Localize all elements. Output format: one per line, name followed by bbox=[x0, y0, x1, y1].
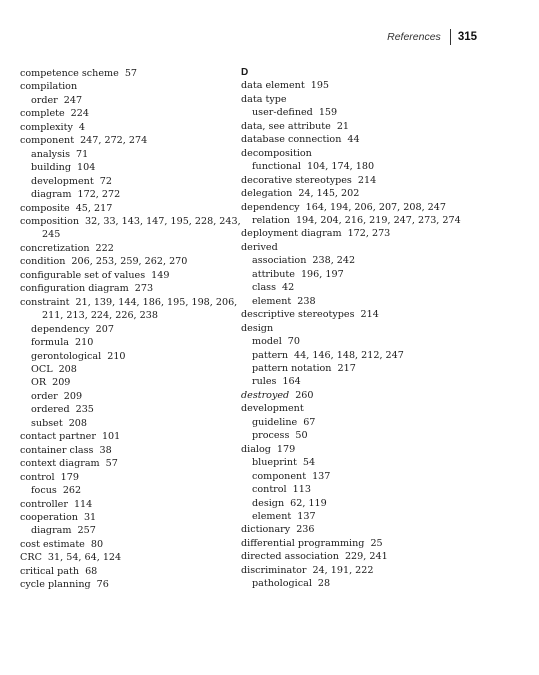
index-term: cost estimate bbox=[20, 538, 85, 550]
index-term: pattern bbox=[252, 349, 289, 361]
index-subentry bbox=[241, 362, 501, 375]
index-term: container class bbox=[20, 444, 94, 456]
index-term: dialog bbox=[241, 443, 271, 455]
index-term: OR bbox=[31, 377, 47, 389]
index-entry bbox=[20, 282, 230, 295]
index-page-refs: 217 bbox=[337, 362, 356, 374]
index-page-refs: 44 bbox=[347, 134, 360, 146]
index-subentry bbox=[20, 484, 230, 497]
index-entry bbox=[20, 121, 230, 134]
index-term: composite bbox=[20, 202, 70, 214]
index-subentry bbox=[20, 175, 230, 188]
index-term: dependency bbox=[31, 323, 90, 335]
index-term: development bbox=[31, 175, 94, 187]
index-term: component bbox=[252, 470, 307, 482]
index-subentry bbox=[241, 281, 501, 294]
index-term: differential programming bbox=[241, 537, 365, 549]
index-entry bbox=[20, 80, 230, 93]
index-page-refs: 137 bbox=[312, 470, 331, 482]
index-term: competence scheme bbox=[20, 68, 119, 79]
index-entry bbox=[20, 578, 230, 591]
index-term: diagram bbox=[31, 189, 72, 201]
index-page-refs: 42 bbox=[282, 282, 295, 294]
index-entry-continuation bbox=[20, 228, 230, 241]
index-column-right bbox=[241, 66, 501, 591]
running-header bbox=[387, 29, 477, 45]
index-page-refs: 45, 217 bbox=[75, 202, 113, 214]
index-entry-continuation bbox=[20, 309, 230, 322]
index-entry bbox=[241, 120, 501, 133]
index-term: derived bbox=[241, 241, 278, 253]
index-subentry bbox=[241, 429, 501, 442]
index-term: functional bbox=[252, 161, 301, 173]
index-entry bbox=[20, 471, 230, 484]
index-entry bbox=[20, 457, 230, 470]
index-term: critical path bbox=[20, 565, 80, 577]
index-page-refs: 206, 253, 259, 262, 270 bbox=[71, 256, 188, 268]
index-page-refs: 247, 272, 274 bbox=[80, 135, 148, 147]
index-page-refs: 67 bbox=[303, 416, 316, 428]
index-subentry bbox=[241, 254, 501, 267]
index-term: dependency bbox=[241, 201, 300, 213]
index-page-refs: 76 bbox=[96, 579, 109, 591]
index-term: controller bbox=[20, 498, 68, 510]
index-entry bbox=[241, 443, 501, 456]
index-term: condition bbox=[20, 256, 66, 268]
index-page-refs: 25 bbox=[370, 537, 383, 549]
index-subentry bbox=[241, 214, 501, 227]
index-page-refs: 214 bbox=[357, 174, 377, 186]
index-subentry bbox=[20, 188, 230, 201]
index-page-refs: 236 bbox=[296, 524, 315, 536]
index-subentry bbox=[20, 161, 230, 174]
index-subentry bbox=[20, 403, 230, 416]
index-page-refs: 214 bbox=[360, 309, 379, 321]
index-page-refs: 262 bbox=[62, 485, 82, 497]
index-entry bbox=[241, 93, 501, 106]
index-subentry bbox=[241, 160, 501, 173]
index-page-refs: 62, 119 bbox=[290, 497, 327, 509]
index-entry bbox=[20, 269, 230, 282]
index-page-refs: 24, 191, 222 bbox=[312, 564, 374, 576]
index-term: discriminator bbox=[241, 564, 307, 576]
index-term: cycle planning bbox=[20, 579, 91, 591]
index-page-refs: 137 bbox=[297, 510, 316, 522]
index-page-refs: 57 bbox=[105, 458, 118, 470]
index-term: order bbox=[31, 94, 58, 106]
index-term: element bbox=[252, 295, 292, 307]
index-term: 211, 213, 224, 226, 238 bbox=[42, 310, 158, 322]
index-subentry bbox=[20, 524, 230, 537]
index-page-refs: 28 bbox=[317, 578, 331, 590]
index-entry bbox=[241, 201, 501, 214]
index-page-refs: 260 bbox=[295, 389, 314, 401]
index-page-refs: 21, 139, 144, 186, 195, 198, 206, bbox=[75, 296, 238, 308]
index-term: control bbox=[252, 484, 287, 496]
index-term: gerontological bbox=[31, 350, 102, 362]
index-term: class bbox=[252, 282, 277, 294]
index-subentry bbox=[241, 295, 501, 308]
index-term: concretization bbox=[20, 242, 90, 254]
index-entry bbox=[241, 322, 501, 335]
index-entry bbox=[20, 296, 238, 309]
index-entry bbox=[241, 147, 501, 160]
index-page-refs: 164 bbox=[282, 376, 301, 388]
index-entry bbox=[20, 565, 230, 578]
index-page-refs: 208 bbox=[58, 363, 77, 375]
index-page-refs: 44, 146, 148, 212, 247 bbox=[294, 349, 404, 361]
index-page-refs: 179 bbox=[276, 443, 296, 455]
index-term: relation bbox=[252, 214, 290, 226]
index-page-refs: 149 bbox=[151, 269, 170, 281]
index-page-refs: 4 bbox=[78, 121, 85, 133]
index-term: guideline bbox=[252, 416, 298, 428]
index-page-refs: 114 bbox=[73, 498, 93, 510]
index-column-left bbox=[20, 67, 241, 592]
index-page-refs: 101 bbox=[101, 431, 121, 443]
index-entry bbox=[20, 202, 230, 215]
index-entry bbox=[20, 107, 230, 120]
index-page-refs: 257 bbox=[77, 525, 96, 537]
index-term: rules bbox=[252, 376, 277, 388]
page-number: 315 bbox=[457, 31, 477, 43]
index-entry bbox=[241, 187, 501, 200]
index-term: design bbox=[241, 322, 274, 334]
index-term: formula bbox=[31, 337, 69, 349]
index-subentry bbox=[241, 375, 501, 388]
index-page-refs: 238, 242 bbox=[312, 255, 356, 267]
index-entry bbox=[241, 174, 501, 187]
index-entry bbox=[20, 134, 230, 147]
index-term: deployment diagram bbox=[241, 228, 342, 240]
index-term: dictionary bbox=[241, 524, 291, 536]
index-page-refs: 247 bbox=[63, 94, 83, 106]
index-page-refs: 71 bbox=[76, 148, 89, 160]
index-page-refs: 179 bbox=[60, 471, 79, 483]
index-term: configuration diagram bbox=[20, 283, 129, 295]
index-term: design bbox=[252, 497, 285, 509]
index-entry bbox=[241, 133, 501, 146]
index-page-refs: 164, 194, 206, 207, 208, 247 bbox=[305, 201, 446, 213]
index-term: ordered bbox=[31, 404, 70, 416]
index-subentry bbox=[241, 510, 501, 523]
index-page-refs: 224 bbox=[70, 108, 89, 120]
index-entry bbox=[241, 537, 501, 550]
index-page-refs: 31, 54, 64, 124 bbox=[47, 552, 122, 564]
index-subentry bbox=[241, 497, 501, 510]
index-page-refs: 210 bbox=[107, 350, 126, 362]
index-term: focus bbox=[31, 485, 57, 497]
index-entry bbox=[241, 389, 501, 402]
index-page-refs: 54 bbox=[302, 457, 316, 469]
index-term: subset bbox=[31, 417, 63, 429]
index-subentry bbox=[241, 268, 501, 281]
index-entry bbox=[241, 241, 501, 254]
index-term: element bbox=[252, 510, 292, 522]
index-term: blueprint bbox=[252, 457, 297, 469]
index-term: component bbox=[20, 135, 75, 147]
index-page-refs: 104, 174, 180 bbox=[306, 161, 375, 173]
index-term: pattern notation bbox=[252, 362, 332, 374]
index-term: 245 bbox=[42, 229, 61, 241]
index-term: attribute bbox=[252, 268, 295, 280]
index-term: complexity bbox=[20, 121, 73, 133]
index-entry bbox=[20, 430, 230, 443]
index-page-refs: 50 bbox=[295, 430, 308, 442]
index-term: analysis bbox=[31, 148, 71, 160]
index-subentry bbox=[20, 417, 230, 430]
index-subentry bbox=[20, 148, 230, 161]
index-entry bbox=[241, 79, 501, 92]
index-entry bbox=[20, 511, 230, 524]
index-term: order bbox=[31, 390, 58, 402]
index-entry bbox=[20, 498, 230, 511]
index-subentry bbox=[241, 416, 501, 429]
header-divider bbox=[450, 29, 451, 45]
index-page-refs: 31 bbox=[83, 511, 97, 523]
index-page-refs: 235 bbox=[75, 404, 94, 416]
index-page-refs: 238 bbox=[297, 295, 316, 307]
index-page-refs: 159 bbox=[318, 107, 338, 119]
index-page-refs: 208 bbox=[68, 417, 88, 429]
index-term: decomposition bbox=[241, 147, 312, 159]
index-entry bbox=[20, 215, 241, 228]
index-page-refs: 273 bbox=[134, 283, 154, 295]
index-page-refs: 195 bbox=[310, 80, 330, 92]
index-page-refs: 113 bbox=[292, 484, 311, 496]
index-subentry bbox=[20, 390, 230, 403]
index-subentry bbox=[20, 323, 230, 336]
index-page-refs: 209 bbox=[63, 390, 83, 402]
index-term: compilation bbox=[20, 81, 78, 93]
index-section-letter: D bbox=[241, 67, 249, 78]
index-term: descriptive stereotypes bbox=[241, 309, 355, 321]
index-page-refs: 209 bbox=[52, 377, 71, 389]
index-page-refs: 196, 197 bbox=[300, 268, 344, 280]
index-subentry bbox=[20, 94, 230, 107]
index-entry bbox=[20, 551, 230, 564]
index-term: directed association bbox=[241, 551, 339, 563]
index-term: constraint bbox=[20, 296, 70, 308]
index-page-refs: 38 bbox=[99, 444, 112, 456]
index-page-refs: 24, 145, 202 bbox=[298, 188, 360, 200]
index-subentry bbox=[241, 456, 501, 469]
index-page-refs: 172, 272 bbox=[77, 189, 121, 201]
index-term: diagram bbox=[31, 525, 72, 537]
index-entry bbox=[20, 538, 230, 551]
index-page-refs: 68 bbox=[85, 565, 98, 577]
index-entry bbox=[20, 67, 230, 80]
index-term: model bbox=[252, 336, 282, 348]
index-page-refs: 57 bbox=[124, 68, 138, 79]
index-subentry bbox=[20, 363, 230, 376]
index-page-refs: 32, 33, 143, 147, 195, 228, 243, bbox=[85, 215, 241, 227]
index-page-refs: 72 bbox=[99, 175, 112, 187]
index-subentry bbox=[241, 106, 501, 119]
index-entry bbox=[241, 308, 501, 321]
index-term: context diagram bbox=[20, 458, 100, 470]
index-subentry bbox=[241, 483, 501, 496]
index-subentry bbox=[241, 577, 501, 590]
index-subentry bbox=[241, 349, 501, 362]
index-term: pathological bbox=[252, 578, 312, 590]
index-subentry bbox=[20, 376, 230, 389]
index-term: association bbox=[252, 255, 307, 267]
index-subentry bbox=[20, 336, 230, 349]
index-entry bbox=[20, 242, 230, 255]
index-term: database connection bbox=[241, 134, 342, 146]
index-term: development bbox=[241, 403, 304, 415]
index-term: data type bbox=[241, 93, 287, 105]
index-page-refs: 229, 241 bbox=[344, 551, 388, 563]
index-term: CRC bbox=[20, 552, 42, 564]
index-entry bbox=[20, 444, 230, 457]
index-entry bbox=[241, 523, 501, 536]
index-term: process bbox=[252, 430, 290, 442]
index-page-refs: 70 bbox=[287, 336, 300, 348]
index-term: decorative stereotypes bbox=[241, 174, 352, 186]
index-page-refs: 207 bbox=[95, 323, 114, 335]
index-page-refs: 194, 204, 216, 219, 247, 273, 274 bbox=[295, 214, 461, 226]
index-term: cooperation bbox=[20, 511, 78, 523]
index-subentry bbox=[241, 470, 501, 483]
index-entry bbox=[241, 550, 501, 563]
index-term: building bbox=[31, 162, 71, 174]
index-term: composition bbox=[20, 215, 80, 227]
index-term: user-defined bbox=[252, 107, 313, 119]
index-entry bbox=[241, 227, 501, 240]
index-entry bbox=[20, 255, 230, 268]
index-term: complete bbox=[20, 108, 65, 120]
index-page-refs: 21 bbox=[336, 120, 350, 132]
index-page-refs: 80 bbox=[90, 538, 104, 550]
index-term: OCL bbox=[31, 363, 53, 375]
index-page-refs: 104 bbox=[77, 162, 96, 174]
index-term: delegation bbox=[241, 188, 293, 200]
index-subentry bbox=[20, 350, 230, 363]
index-subentry bbox=[241, 335, 501, 348]
index-term: data, see attribute bbox=[241, 120, 331, 132]
index-term: destroyed bbox=[241, 389, 290, 401]
index-entry bbox=[241, 564, 501, 577]
index-term: data element bbox=[241, 80, 305, 92]
index-entry bbox=[241, 402, 501, 415]
index-term: contact partner bbox=[20, 431, 96, 443]
index-page-refs: 210 bbox=[74, 337, 94, 349]
index-term: control bbox=[20, 471, 55, 483]
running-header-section-title: References bbox=[387, 31, 441, 43]
index-page-refs: 222 bbox=[95, 242, 114, 254]
index-page-refs: 172, 273 bbox=[347, 228, 391, 240]
index-term: configurable set of values bbox=[20, 269, 146, 281]
